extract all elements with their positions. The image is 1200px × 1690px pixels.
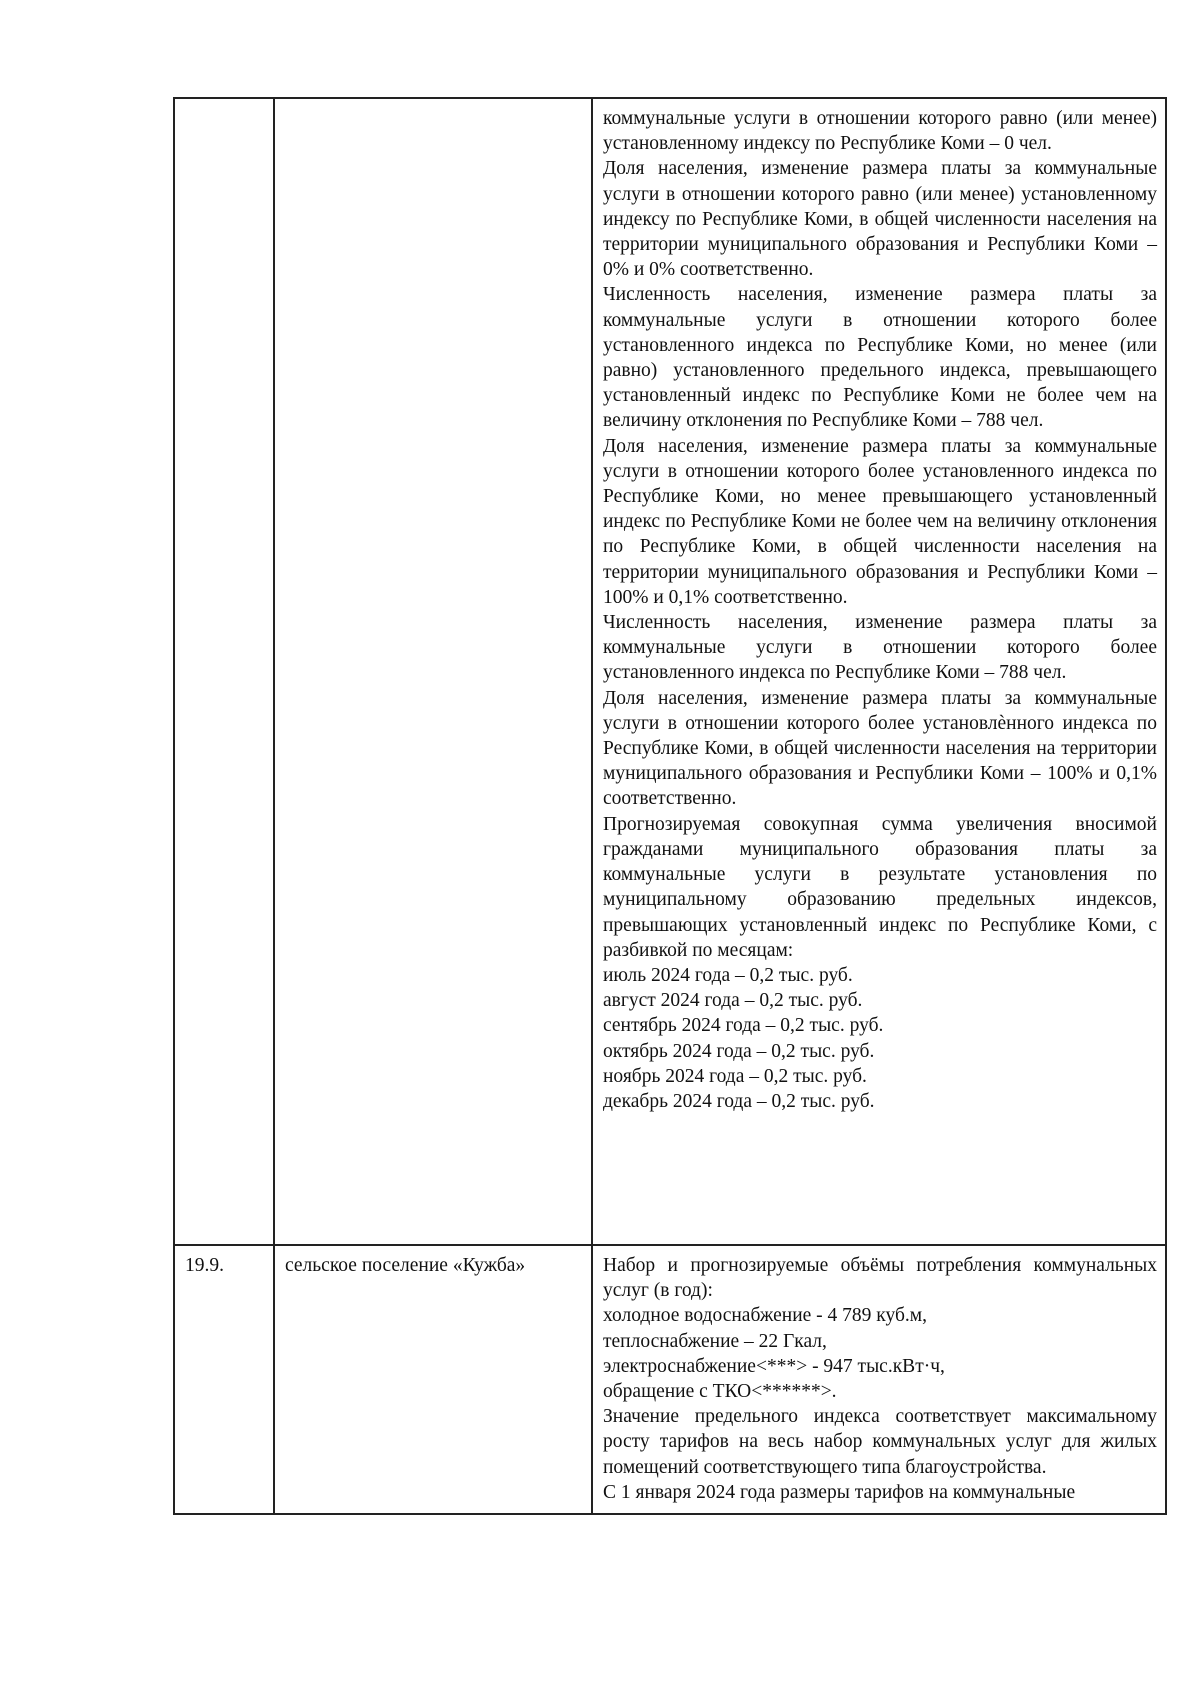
consumption-line: теплоснабжение – 22 Гкал, — [603, 1330, 827, 1352]
paragraph: Доля населения, изменение размера платы за коммунальные услуги в отношении которого более установленного индекса по Республике Коми, но менее превышающего установленный индекс по Республике Коми не более чем на величину отклонения по Республике Коми, в общей численности населения на территории муниципального образования и Республики Коми – 100% и 0,1% соответственно. — [603, 435, 1157, 608]
paragraph: коммунальные услуги в отношении которого равно (или менее) установленному индексу по Республике Коми – 0 чел. — [603, 108, 1157, 155]
consumption-line: обращение с ТКО<******>. — [603, 1381, 837, 1403]
month-amount-line: октябрь 2024 года – 0,2 тыс. руб. — [603, 1040, 875, 1062]
paragraph: Численность населения, изменение размера платы за коммунальные услуги в отношении которого более установленного индекса по Республике Коми, но менее (или равно) установленного предельного индекса, превышающего установленный индекс по Республике Коми не более чем на величину отклонения по Республике Коми – 788 чел. — [603, 284, 1157, 432]
paragraph: С 1 января 2024 года размеры тарифов на коммунальные — [603, 1481, 1076, 1503]
description-cell — [592, 1245, 1166, 1514]
indices-table — [173, 97, 1167, 1515]
consumption-line: холодное водоснабжение - 4 789 куб.м, — [603, 1305, 927, 1327]
paragraph: Значение предельного индекса соответствует максимальному росту тарифов на весь набор коммунальных услуг для жилых помещений соответствующего типа благоустройства. — [603, 1406, 1157, 1478]
month-amount-line: ноябрь 2024 года – 0,2 тыс. руб. — [603, 1065, 867, 1087]
row-number-cell: 19.9. — [174, 1245, 274, 1514]
paragraph: Прогнозируемая совокупная сумма увеличения вносимой гражданами муниципального образования платы за коммунальные услуги в результате установления по муниципальному образованию предельных индексов, превышающих установленный индекс по Республике Коми, с разбивкой по месяцам: — [603, 813, 1157, 961]
paragraph: Набор и прогнозируемые объёмы потребления коммунальных услуг (в год): — [603, 1255, 1157, 1302]
municipality-name-cell: сельское поселение «Кужба» — [274, 1245, 592, 1514]
month-amount-line: сентябрь 2024 года – 0,2 тыс. руб. — [603, 1015, 884, 1037]
month-amount-line: декабрь 2024 года – 0,2 тыс. руб. — [603, 1090, 875, 1112]
consumption-line: электроснабжение<***> - 947 тыс.кВт·ч, — [603, 1355, 945, 1377]
paragraph: Доля населения, изменение размера платы за коммунальные услуги в отношении которого равно (или менее) установленному индексу по Республике Коми, в общей численности населения на территории муниципального образования и Республики Коми – 0% и 0% соответственно. — [603, 158, 1157, 281]
paragraph: Доля населения, изменение размера платы за коммунальные услуги в отношении которого более установлѐнного индекса по Республике Коми, в общей численности населения на территории муниципального образования и Республики Коми – 100% и 0,1% соответственно. — [603, 687, 1157, 810]
month-amount-line: июль 2024 года – 0,2 тыс. руб. — [603, 964, 853, 986]
row-number-cell — [174, 98, 274, 1245]
month-amount-line: август 2024 года – 0,2 тыс. руб. — [603, 990, 863, 1012]
description-cell — [592, 98, 1166, 1245]
paragraph: Численность населения, изменение размера платы за коммунальные услуги в отношении которого более установленного индекса по Республике Коми – 788 чел. — [603, 612, 1157, 684]
municipality-name-cell — [274, 98, 592, 1245]
table-row — [174, 1245, 1166, 1514]
table-row — [174, 98, 1166, 1245]
